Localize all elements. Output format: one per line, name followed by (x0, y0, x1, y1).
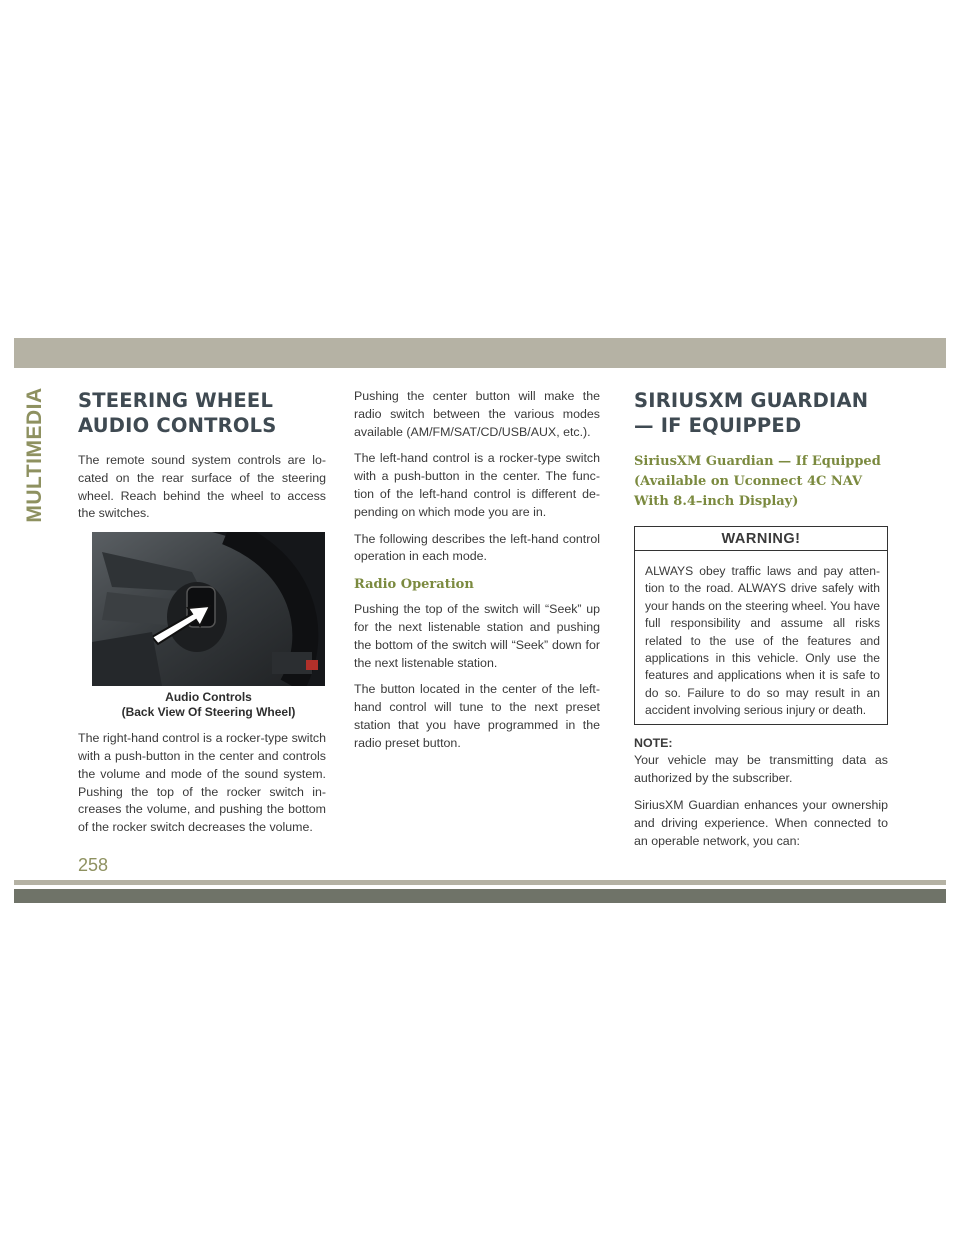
warning-title: WARNING! (635, 527, 887, 551)
warning-box (634, 526, 888, 725)
subheading-siriusxm-guardian: SiriusXM Guardian — If Equipped (Available on Uconnect 4C NAV With 8.4–inch Display) (634, 454, 881, 509)
guardian-intro-paragraph: SiriusXM Guardian enhances your ownership and driving experience. When connected to an operable network, you can: (634, 798, 888, 848)
section-tab-label: MULTIMEDIA (23, 387, 46, 523)
left-hand-control-paragraph: The left-hand control is a rocker-type switch with a push-button in the center. The func-tion of the left-hand control is different de-pending on which mode you are in. (354, 451, 600, 519)
section-tab (20, 385, 50, 525)
column-right (634, 388, 888, 859)
note-label: NOTE: (634, 735, 673, 750)
seek-paragraph: Pushing the top of the switch will “Seek” up for the next listenable station and pushing the bottom of the switch will “Seek” down for the next listenable station. (354, 602, 600, 670)
warning-text: ALWAYS obey traffic laws and pay atten-tion to the road. ALWAYS drive safely with your hands on the steering wheel. You have full responsibility and assume all risks related to the use of the features and applications in this vehicle. Only use the features and applications when it is safe to do so. Failure to do so may result in an accident involving serious injury or death. (645, 564, 880, 718)
right-hand-control-paragraph: The right-hand control is a rocker-type switch with a push-button in the center and controls the volume and mode of the sound system. Pushing the top of the rocker switch in-creases the volume, and pushing the bottom of the rocker switch decreases the volume. (78, 731, 326, 835)
caption-line-2: (Back View Of Steering Wheel) (121, 705, 296, 720)
note-text: Your vehicle may be transmitting data as authorized by the subscriber. (634, 753, 888, 786)
header-band (14, 338, 946, 368)
column-middle (354, 388, 600, 762)
page-number: 258 (78, 855, 109, 875)
audio-controls-figure (92, 532, 325, 720)
intro-paragraph: The remote sound system controls are lo-cated on the rear surface of the steering wheel. Reach behind the wheel to access the switches. (78, 453, 326, 521)
heading-steering-wheel-audio-controls: STEERING WHEEL AUDIO CONTROLS (78, 389, 277, 437)
heading-radio-operation: Radio Operation (354, 577, 474, 593)
figure-caption (92, 690, 325, 720)
footer-band (14, 880, 946, 885)
center-button-paragraph: Pushing the center button will make the radio switch between the various modes available (AM/FM/SAT/CD/USB/AUX, etc.). (354, 389, 600, 439)
footer-bar (14, 889, 946, 903)
column-left (78, 388, 326, 846)
steering-wheel-illustration (92, 532, 325, 686)
caption-line-1: Audio Controls (165, 690, 252, 705)
mode-description-paragraph: The following describes the left-hand control operation in each mode. (354, 531, 600, 564)
heading-siriusxm-guardian: SIRIUSXM GUARDIAN — IF EQUIPPED (634, 389, 869, 437)
preset-paragraph: The button located in the center of the left-hand control will tune to the next preset station that you have programmed in the radio preset button. (354, 682, 600, 750)
steering-wheel-photo (92, 532, 325, 686)
